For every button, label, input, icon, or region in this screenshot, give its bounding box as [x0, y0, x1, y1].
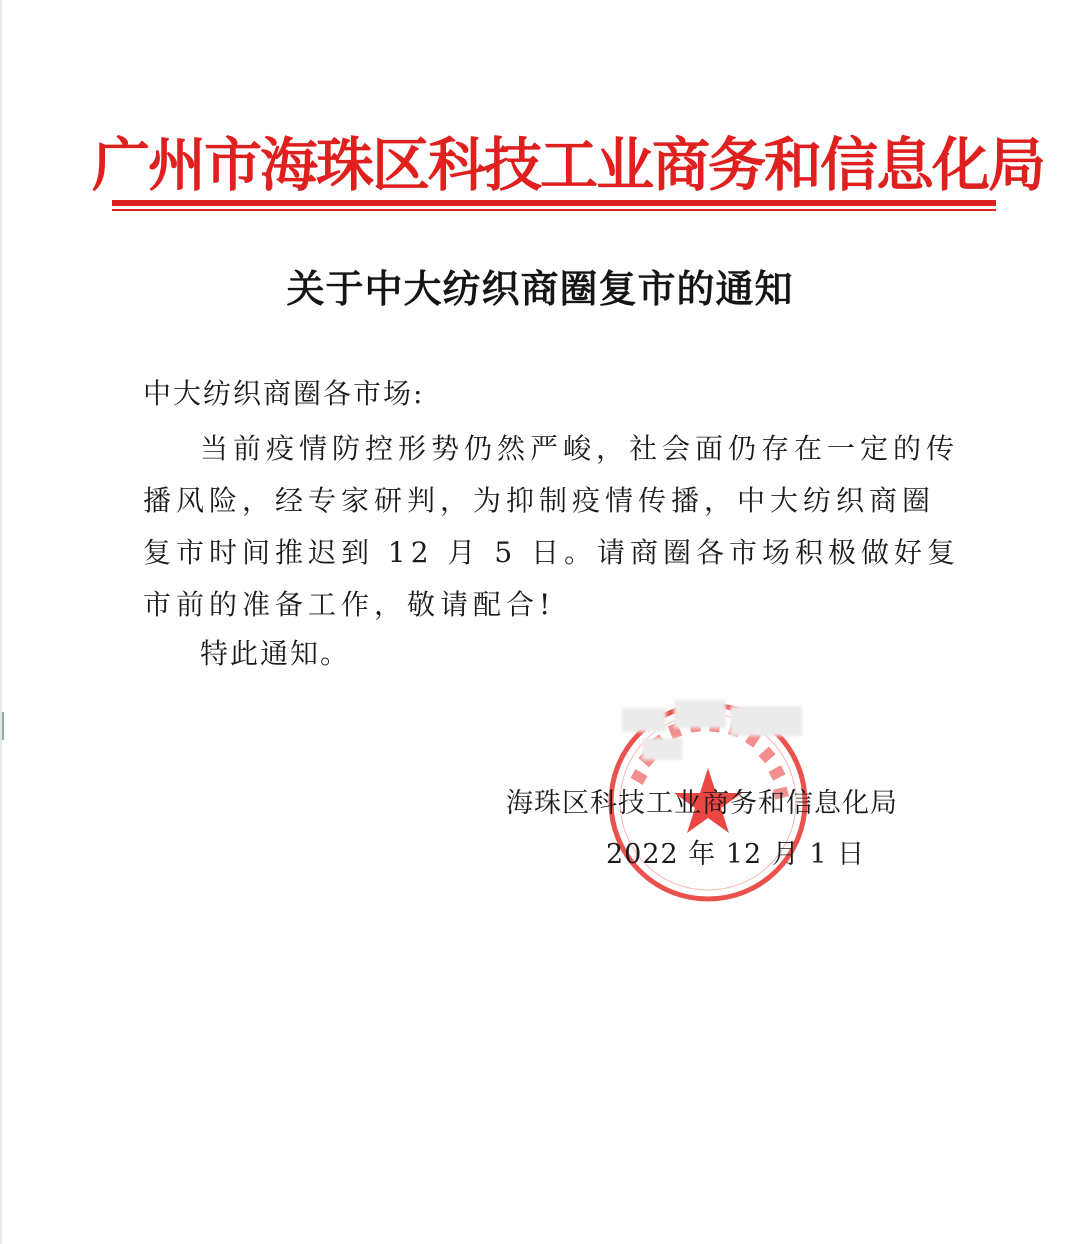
- letterhead-rule-thick: [112, 200, 996, 206]
- body-paragraph: 当前疫情防控形势仍然严峻，社会面仍存在一定的传播风险，经专家研判，为抑制疫情传播，中大纺织商圈复市时间推迟到 12 月 5 日。请商圈各市场积极做好复市前的准备工作，敬请配合!: [143, 432, 961, 621]
- signer-name: 海珠区科技工业商务和信息化局: [506, 788, 898, 819]
- margin-mark: [2, 712, 14, 740]
- redacted-block: [642, 738, 682, 760]
- letterhead-rule-thin: [112, 209, 996, 211]
- page-edge: [0, 0, 2, 1244]
- redacted-block: [622, 708, 666, 732]
- redacted-block: [674, 700, 726, 728]
- closing-line: 特此通知。: [200, 637, 351, 670]
- signature-date: 2022 年 12 月 1 日: [606, 839, 866, 870]
- document-title: 关于中大纺织商圈复市的通知: [286, 266, 794, 311]
- salutation: 中大纺织商圈各市场:: [143, 377, 425, 410]
- redacted-block: [730, 706, 802, 736]
- letterhead-title: 广州市海珠区科技工业商务和信息化局: [92, 131, 1045, 199]
